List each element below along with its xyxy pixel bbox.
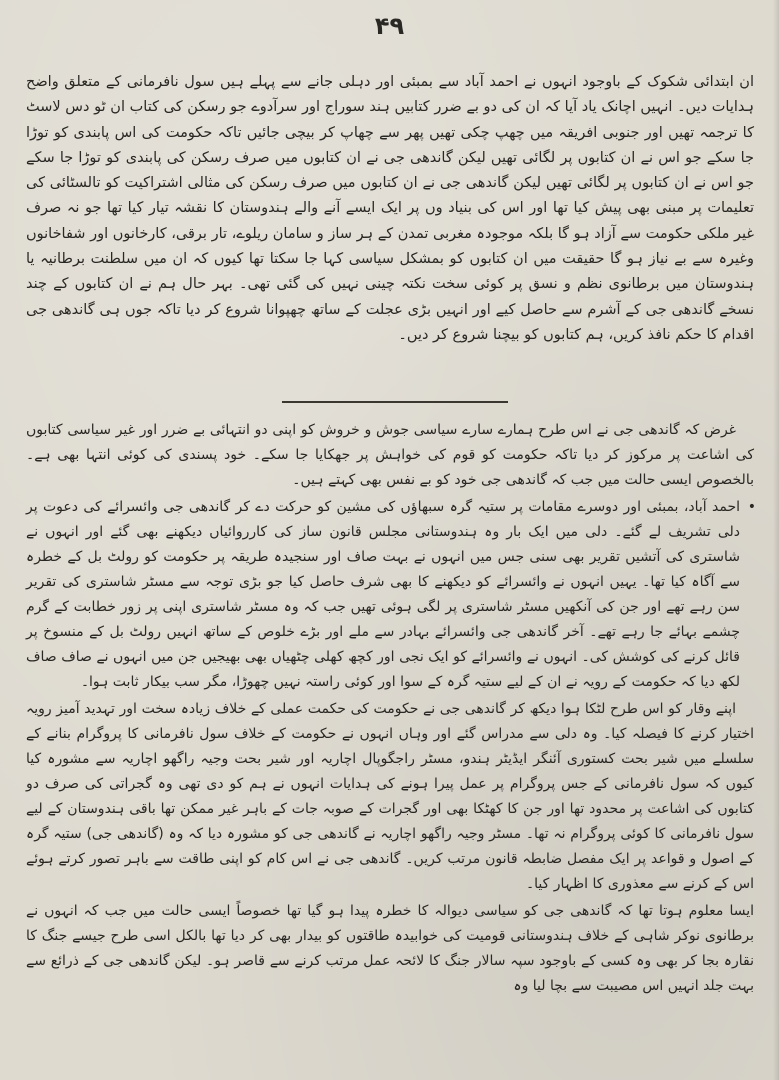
bullet-paragraph — [26, 495, 754, 695]
intro-paragraph: غرض کہ گاندھی جی نے اس طرح ہمارے سارے سیاسی جوش و خروش کو اپنی دو انتہائی بے ضرر اور غیر سیاسی کتابوں کی اشاعت پر مرکوز کر دیا تاکہ حکومت کو قوم کی خواہش پر جھکایا جا سکے۔ خود پسندی کی کوئی انتہا بھی ہے۔ بالخصوص ایسی حالت میں جب کہ گاندھی جی خود کو بے نفس بھی کہتے ہیں۔ — [26, 422, 754, 488]
lower-text-block — [26, 418, 754, 1001]
page-number: ۴۹ — [374, 12, 405, 40]
body-paragraph: ایسا معلوم ہوتا تھا کہ گاندھی جی کو سیاسی دیوالہ کا خطرہ پیدا ہو گیا تھا خصوصاً ایسی حالت میں جب کہ انہوں نے برطانوی نوکر شاہی کے خلاف ہندوستانی قومیت کی خوابیدہ طاقتوں کو بیدار بھی کر دیا تھا بالکل اسی طرح جیسے جنگ کا نقارہ بجا کر بھی وہ کسی کے باوجود سپہ سالار جنگ کا لائحہ عمل مرتب کرنے سے قاصر ہو۔ لیکن گاندھی جی کے ذرائع سے بہت جلد انہیں اس مصیبت سے بچا لیا وہ — [26, 903, 754, 994]
bullet-paragraph-text: احمد آباد، بمبئی اور دوسرے مقامات پر ستیہ گرہ سبھاؤں کی مشین کو حرکت دے کر گاندھی جی وائسرائے کی دعوت پر دلی تشریف لے گئے۔ دلی میں ایک بار وہ ہندوستانی مجلس قانون ساز کی کارروائیاں دیکھنے بھی گئے اور انہوں نے شاستری کی آتشیں تقریر بھی سنی جس میں انہوں نے بہت صاف اور سنجیدہ طریقہ پر حکومت کو رولٹ بل کے خطرہ سے آگاہ کیا تھا۔ یہیں انہوں نے وائسرائے کو دیکھنے کا بھی شرف حاصل کیا جو بڑی توجہ سے مسٹر شاستری کی تقریر سن رہے تھے اور جن کی آنکھیں مسٹر شاستری پر لگی ہوئی تھیں جب کہ وہ مسٹر شاستری اپنی پر زور خطابت کے گرم چشمے بہائے جا رہے تھے۔ آخر گاندھی جی وائسرائے بہادر سے ملے اور بڑے خلوص کے ساتھ انہیں رولٹ بل کے منسوخ پر قائل کرنے کی کوشش کی۔ انہوں نے وائسرائے کو ایک نجی اور کچھ کھلی چٹھیاں بھی بھیجیں جن میں انہوں نے صاف صاف لکھ دیا کہ حکومت کے رویہ نے ان کے لیے ستیہ گرہ کے سوا اور کوئی راستہ نہیں چھوڑا، مگر سب بیکار ثابت ہوا۔ — [26, 499, 740, 690]
bullet-icon: • — [747, 499, 756, 515]
section-separator — [282, 401, 508, 403]
upper-paragraph: ان ابتدائی شکوک کے باوجود انہوں نے احمد آباد سے بمبئی اور دہلی جانے سے پہلے ہیں سول نافرمانی کے متعلق واضح ہدایات دیں۔ انہیں اچانک یاد آیا کہ ان کی دو بے ضرر کتابیں ہند سوراج اور سرآدوے جو رسکن کی کتاب ان ٹو دس لاسٹ کا ترجمہ تھیں اور جنوبی افریقہ میں چھپ چکی تھیں پھر سے چھاپ کر بیچی جائیں تاکہ حکومت کی اس پابندی کو توڑا جا سکے جو اس نے ان کتابوں پر لگائی تھیں لیکن گاندھی جی نے ان کتابوں میں صرف رسکن کی پابندی کو توڑا جا سکے جو اس نے ان کتابوں پر لگائی تھیں لیکن گاندھی جی نے ان کتابوں میں صرف رسکن کی مثالی اشتراکیت کو تالسٹائی کی تعلیمات پر مبنی بھی پیش کیا تھا اور اس کی بنیاد وں پر ایک ایسے آنے والے ہندوستان کا نقشہ تیار کیا تھا جو نہ صرف غیر ملکی حکومت سے آزاد ہو گا بلکہ موجودہ مغربی تمدن کے ہر ساز و سامان ریلوے، تار برقی، کارخانوں اور شفاخانوں وغیرہ سے بے نیاز ہو گا حقیقت میں ان کتابوں کو بمشکل سیاسی کہا جا سکتا تھا کیوں کہ ان میں سلطنت برطانیہ یا ہندوستان میں برطانوی نظم و نسق پر کوئی سخت نکتہ چینی نہیں کی گئی تھی۔ بہر حال ہم نے ان کتابوں کے چند نسخے گاندھی جی کے آشرم سے حاصل کیے اور انہیں بڑی عجلت کے ساتھ چھپوانا شروع کر دیا تاکہ جوں ہی گاندھی جی اقدام کا حکم نافذ کریں، ہم کتابوں کو بیچنا شروع کر دیں۔ — [26, 74, 754, 343]
body-paragraph: اپنے وقار کو اس طرح لٹکا ہوا دیکھ کر گاندھی جی نے حکومت کی حکمت عملی کے خلاف زیادہ سخت اور تہدید آمیز رویہ اختیار کرنے کا فیصلہ کیا۔ وہ دلی سے مدراس گئے اور وہاں انہوں نے حکومت کے خلاف سول نافرمانی کا پروگرام بنانے کے سلسلے میں شیر بحت کستوری آئنگر ایڈیٹر ہندو، مسٹر راجگوپال اچاریہ اور شیر بحت وجیہ راگھو اچاریہ سے مشورہ کیا کیوں کہ سول نافرمانی کے جس پروگرام پر عمل پیرا ہونے کی ہدایات انہوں نے ہم کو دی تھی وہ گجراتی کی صرف دو کتابوں کی اشاعت پر محدود تھا اور جن کا کھٹکا بھی اور گجرات کے صوبہ جات کے باہر غیر ممکن تھا باقی ہندوستان کے لیے سول نافرمانی کا کوئی پروگرام نہ تھا۔ مسٹر وجیہ راگھو اچاریہ نے گاندھی جی کو مشورہ دیا کہ وہ (گاندھی جی) ستیہ گرہ کے اصول و قواعد پر ایک مفصل ضابطہ قانون مرتب کریں۔ گاندھی جی نے اس کام کو اپنی طاقت سے باہر تصور کرتے ہوئے اس کے کرنے سے معذوری کا اظہار کیا۔ — [26, 701, 754, 892]
scan-edge-shadow — [773, 0, 779, 1080]
upper-text-block — [26, 70, 754, 350]
